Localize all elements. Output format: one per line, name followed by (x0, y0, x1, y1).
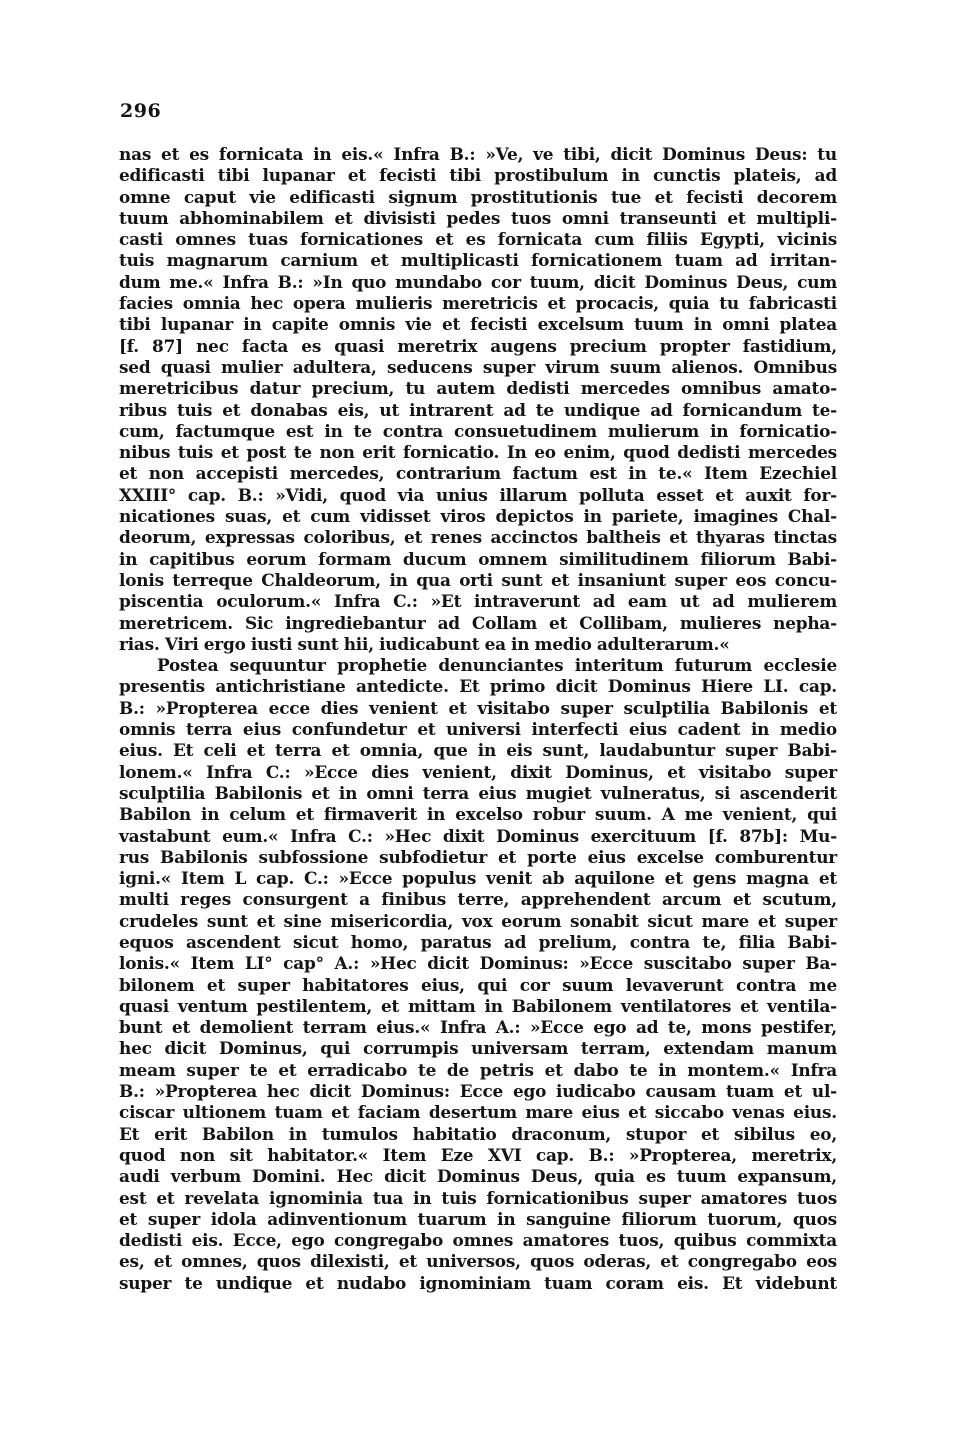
text-line: B.: »Propterea hec dicit Dominus: Ecce ego iudicabo causam tuam et ul- (119, 1081, 837, 1102)
text-line: B.: »Propterea ecce dies venient et visitabo super sculptilia Babilonis et (119, 697, 837, 718)
text-line: cum, factumque est in te contra consuetudinem mulierum in fornicatio- (119, 420, 837, 441)
text-line: bunt et demolient terram eius.« Infra A.: »Ecce ego ad te, mons pestifer, (119, 1017, 837, 1038)
text-line: crudeles sunt et sine misericordia, vox eorum sonabit sicut mare et super (119, 910, 837, 931)
text-line: igni.« Item L cap. C.: »Ecce populus venit ab aquilone et gens magna et (119, 868, 837, 889)
text-line: dum me.« Infra B.: »In quo mundabo cor tuum, dicit Dominus Deus, cum (119, 271, 837, 292)
text-line: nibus tuis et post te non erit fornicatio. In eo enim, quod dedisti mercedes (119, 442, 837, 463)
text-line: ribus tuis et donabas eis, ut intrarent ad te undique ad fornicandum te- (119, 399, 837, 420)
text-line: in capitibus eorum formam ducum omnem similitudinem filiorum Babi- (119, 548, 837, 569)
body-text (119, 144, 837, 1294)
text-line: meam super te et erradicabo te de petris et dabo te in montem.« Infra (119, 1059, 837, 1080)
text-line: lonis terreque Chaldeorum, in qua orti sunt et insaniunt super eos concu- (119, 569, 837, 590)
text-line: XXIII° cap. B.: »Vidi, quod via unius illarum polluta esset et auxit for- (119, 484, 837, 505)
text-line: tuum abhominabilem et divisisti pedes tuos omni transeunti et multipli- (119, 207, 837, 228)
text-line: facies omnia hec opera mulieris meretricis et procacis, quia tu fabricasti (119, 293, 837, 314)
text-line: quod non sit habitator.« Item Eze XVI cap. B.: »Propterea, meretrix, (119, 1144, 837, 1165)
text-line: multi reges consurgent a finibus terre, apprehendent arcum et scutum, (119, 889, 837, 910)
text-line: est et revelata ignominia tua in tuis fornicationibus super amatores tuos (119, 1187, 837, 1208)
text-line: equos ascendent sicut homo, paratus ad prelium, contra te, filia Babi- (119, 931, 837, 952)
text-line: ciscar ultionem tuam et faciam desertum mare eius et siccabo venas eius. (119, 1102, 837, 1123)
text-line: casti omnes tuas fornicationes et es fornicata cum filiis Egypti, vicinis (119, 229, 837, 250)
text-line: nas et es fornicata in eis.« Infra B.: »Ve, ve tibi, dicit Dominus Deus: tu (119, 144, 837, 164)
text-line: meretricem. Sic ingrediebantur ad Collam et Collibam, mulieres nepha- (119, 612, 837, 633)
text-line: Babilon in celum et firmaverit in excelso robur suum. A me venient, qui (119, 804, 837, 825)
text-line: meretricibus datur precium, tu autem dedisti mercedes omnibus amato- (119, 378, 837, 399)
text-line: sculptilia Babilonis et in omni terra eius mugiet vulneratus, si ascenderit (119, 782, 837, 803)
text-line: lonis.« Item LI° cap° A.: »Hec dicit Dominus: »Ecce suscitabo super Ba- (119, 953, 837, 974)
text-line: et non accepisti mercedes, contrarium factum est in te.« Item Ezechiel (119, 463, 837, 484)
text-line: deorum, expressas coloribus, et renes accinctos baltheis et thyaras tinctas (119, 527, 837, 548)
text-line: tuis magnarum carnium et multiplicasti fornicationem tuam ad irritan- (119, 250, 837, 271)
text-line: es, et omnes, quos dilexisti, et universos, quos oderas, et congregabo eos (119, 1251, 837, 1272)
text-line: bilonem et super habitatores eius, qui cor suum levaverunt contra me (119, 974, 837, 995)
text-line: nicationes suas, et cum vidisset viros depictos in pariete, imagines Chal- (119, 506, 837, 527)
text-line: dedisti eis. Ecce, ego congregabo omnes amatores tuos, quibus commixta (119, 1230, 837, 1251)
text-line: audi verbum Domini. Hec dicit Dominus Deus, quia es tuum expansum, (119, 1166, 837, 1187)
text-line: hec dicit Dominus, qui corrumpis universam terram, extendam manum (119, 1038, 837, 1059)
text-line: rias. Viri ergo iusti sunt hii, iudicabunt ea in medio adulterarum.« (119, 633, 730, 654)
text-line: quasi ventum pestilentem, et mittam in Babilonem ventilatores et ventila- (119, 995, 837, 1016)
text-line: [f. 87] nec facta es quasi meretrix augens precium propter fastidium, (119, 335, 837, 356)
text-line: super te undique et nudabo ignominiam tuam coram eis. Et videbunt (119, 1272, 837, 1293)
text-line: presentis antichristiane antedicte. Et primo dicit Dominus Hiere LI. cap. (119, 676, 837, 697)
text-line: tibi lupanar in capite omnis vie et fecisti excelsum tuum in omni platea (119, 314, 837, 335)
text-line: Et erit Babilon in tumulos habitatio draconum, stupor et sibilus eo, (119, 1123, 837, 1144)
text-line: et super idola adinventionum tuarum in sanguine filiorum tuorum, quos (119, 1208, 837, 1229)
text-line: omne caput vie edificasti signum prostitutionis tue et fecisti decorem (119, 186, 837, 207)
text-line: vastabunt eum.« Infra C.: »Hec dixit Dominus exercituum [f. 87b]: Mu- (119, 825, 837, 846)
page-number: 296 (120, 100, 162, 122)
text-line: eius. Et celi et terra et omnia, que in eis sunt, laudabuntur super Babi- (119, 740, 837, 761)
text-line: sed quasi mulier adultera, seducens super virum suum alienos. Omnibus (119, 356, 837, 377)
text-line: edificasti tibi lupanar et fecisti tibi prostibulum in cunctis plateis, ad (119, 165, 837, 186)
text-line: omnis terra eius confundetur et universi interfecti eius cadent in medio (119, 719, 837, 740)
text-line: piscentia oculorum.« Infra C.: »Et intraverunt ad eam ut ad mulierem (119, 591, 837, 612)
text-line: Postea sequuntur prophetie denunciantes interitum futurum ecclesie (157, 655, 837, 676)
text-line: lonem.« Infra C.: »Ecce dies venient, dixit Dominus, et visitabo super (119, 761, 837, 782)
text-line: rus Babilonis subfossione subfodietur et porte eius excelse comburentur (119, 846, 837, 867)
